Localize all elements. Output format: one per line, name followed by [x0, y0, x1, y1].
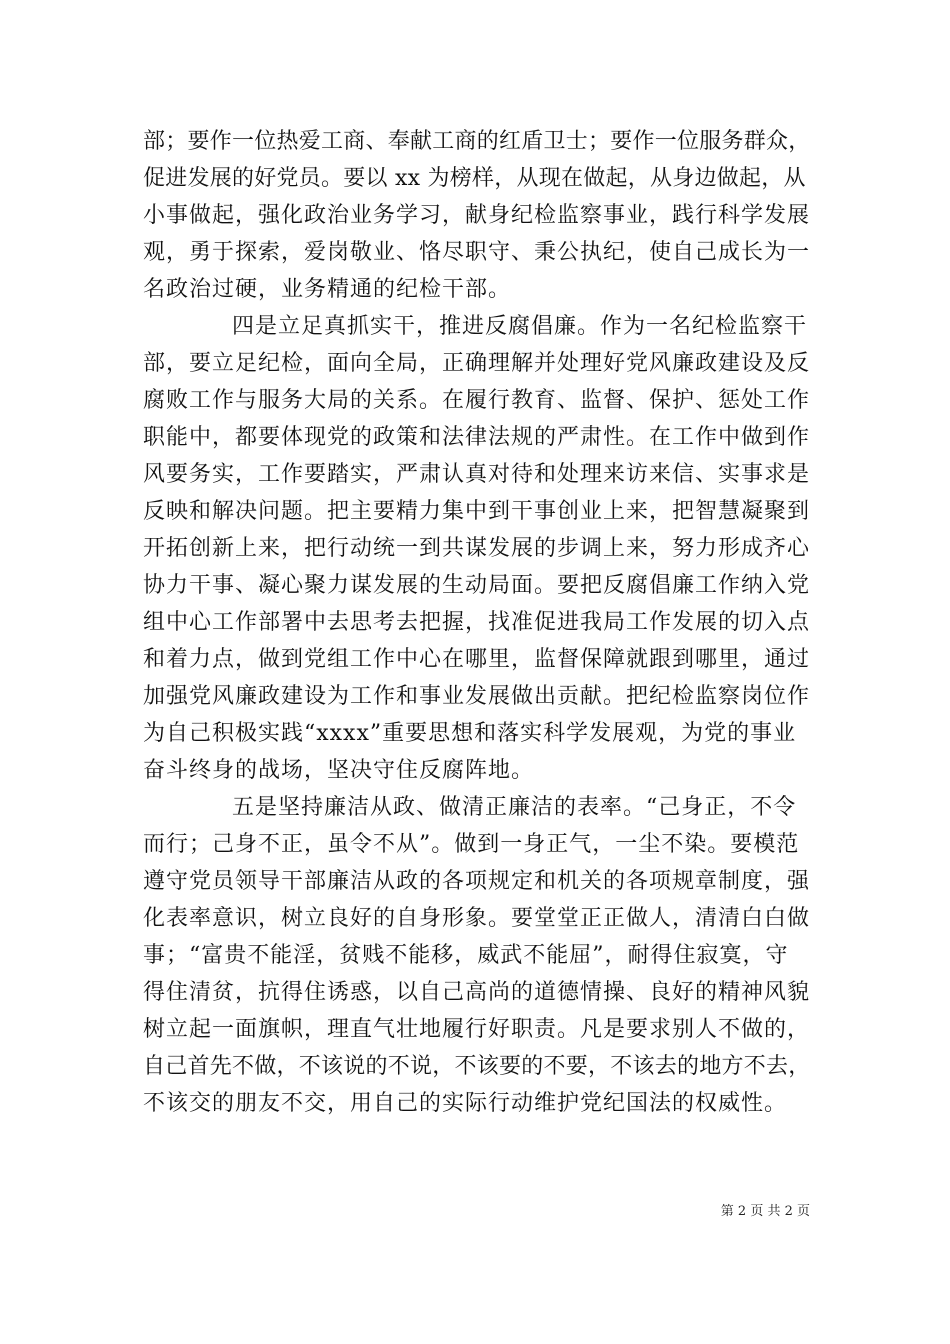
text-line: 为自己积极实践“xxxx”重要思想和落实科学发展观，为党的事业 — [143, 721, 797, 746]
text-line: 职能中，都要体现党的政策和法律法规的严肃性。在工作中做到作 — [143, 425, 811, 450]
text-line: 名政治过硬，业务精通的纪检干部。 — [143, 277, 512, 302]
text-line: 遵守党员领导干部廉洁从政的各项规定和机关的各项规章制度，强 — [143, 869, 811, 894]
text-line: 促进发展的好党员。要以 xx 为榜样，从现在做起，从身边做起，从 — [143, 166, 806, 191]
text-line: 而行；己身不正，虽令不从”。做到一身正气，一尘不染。要模范 — [143, 832, 800, 857]
text-line: 部，要立足纪检，面向全局，正确理解并处理好党风廉政建设及反 — [143, 351, 811, 376]
text-line: 化表率意识，树立良好的自身形象。要堂堂正正做人，清清白白做 — [143, 906, 811, 931]
text-line: 和着力点，做到党组工作中心在哪里，监督保障就跟到哪里，通过 — [143, 647, 811, 672]
text-line: 加强党风廉政建设为工作和事业发展做出贡献。把纪检监察岗位作 — [143, 684, 811, 709]
text-line: 树立起一面旗帜，理直气壮地履行好职责。凡是要求别人不做的， — [143, 1017, 811, 1042]
text-line: 风要务实，工作要踏实，严肃认真对待和处理来访来信、实事求是 — [143, 462, 811, 487]
text-line: 反映和解决问题。把主要精力集中到干事创业上来，把智慧凝聚到 — [143, 499, 811, 524]
text-line: 事；“富贵不能淫，贫贱不能移，威武不能屈”，耐得住寂寞，守 — [143, 943, 789, 968]
text-line: 协力干事、凝心聚力谋发展的生动局面。要把反腐倡廉工作纳入党 — [143, 573, 811, 598]
text-line: 不该交的朋友不交，用自己的实际行动维护党纪国法的权威性。 — [143, 1091, 788, 1116]
text-line: 组中心工作部署中去思考去把握，找准促进我局工作发展的切入点 — [143, 610, 811, 635]
page-number: 第 2 页 共 2 页 — [720, 1204, 810, 1219]
text-line: 腐败工作与服务大局的关系。在履行教育、监督、保护、惩处工作 — [143, 388, 811, 413]
text-line: 开拓创新上来，把行动统一到共谋发展的步调上来，努力形成齐心 — [143, 536, 811, 561]
text-line: 得住清贫，抗得住诱惑，以自己高尚的道德情操、良好的精神风貌 — [143, 980, 811, 1005]
text-line: 自己首先不做，不该说的不说，不该要的不要，不该去的地方不去， — [143, 1054, 811, 1079]
text-line: 奋斗终身的战场，坚决守住反腐阵地。 — [143, 758, 535, 783]
text-line: 五是坚持廉洁从政、做清正廉洁的表率。“己身正，不令 — [232, 795, 797, 820]
text-line: 观，勇于探索，爱岗敬业、恪尽职守、秉公执纪，使自己成长为一 — [143, 240, 811, 265]
text-line: 四是立足真抓实干，推进反腐倡廉。作为一名纪检监察干 — [232, 314, 808, 339]
text-line: 部；要作一位热爱工商、奉献工商的红盾卫士；要作一位服务群众， — [143, 129, 811, 154]
text-line: 小事做起，强化政治业务学习，献身纪检监察事业，践行科学发展 — [143, 203, 811, 228]
